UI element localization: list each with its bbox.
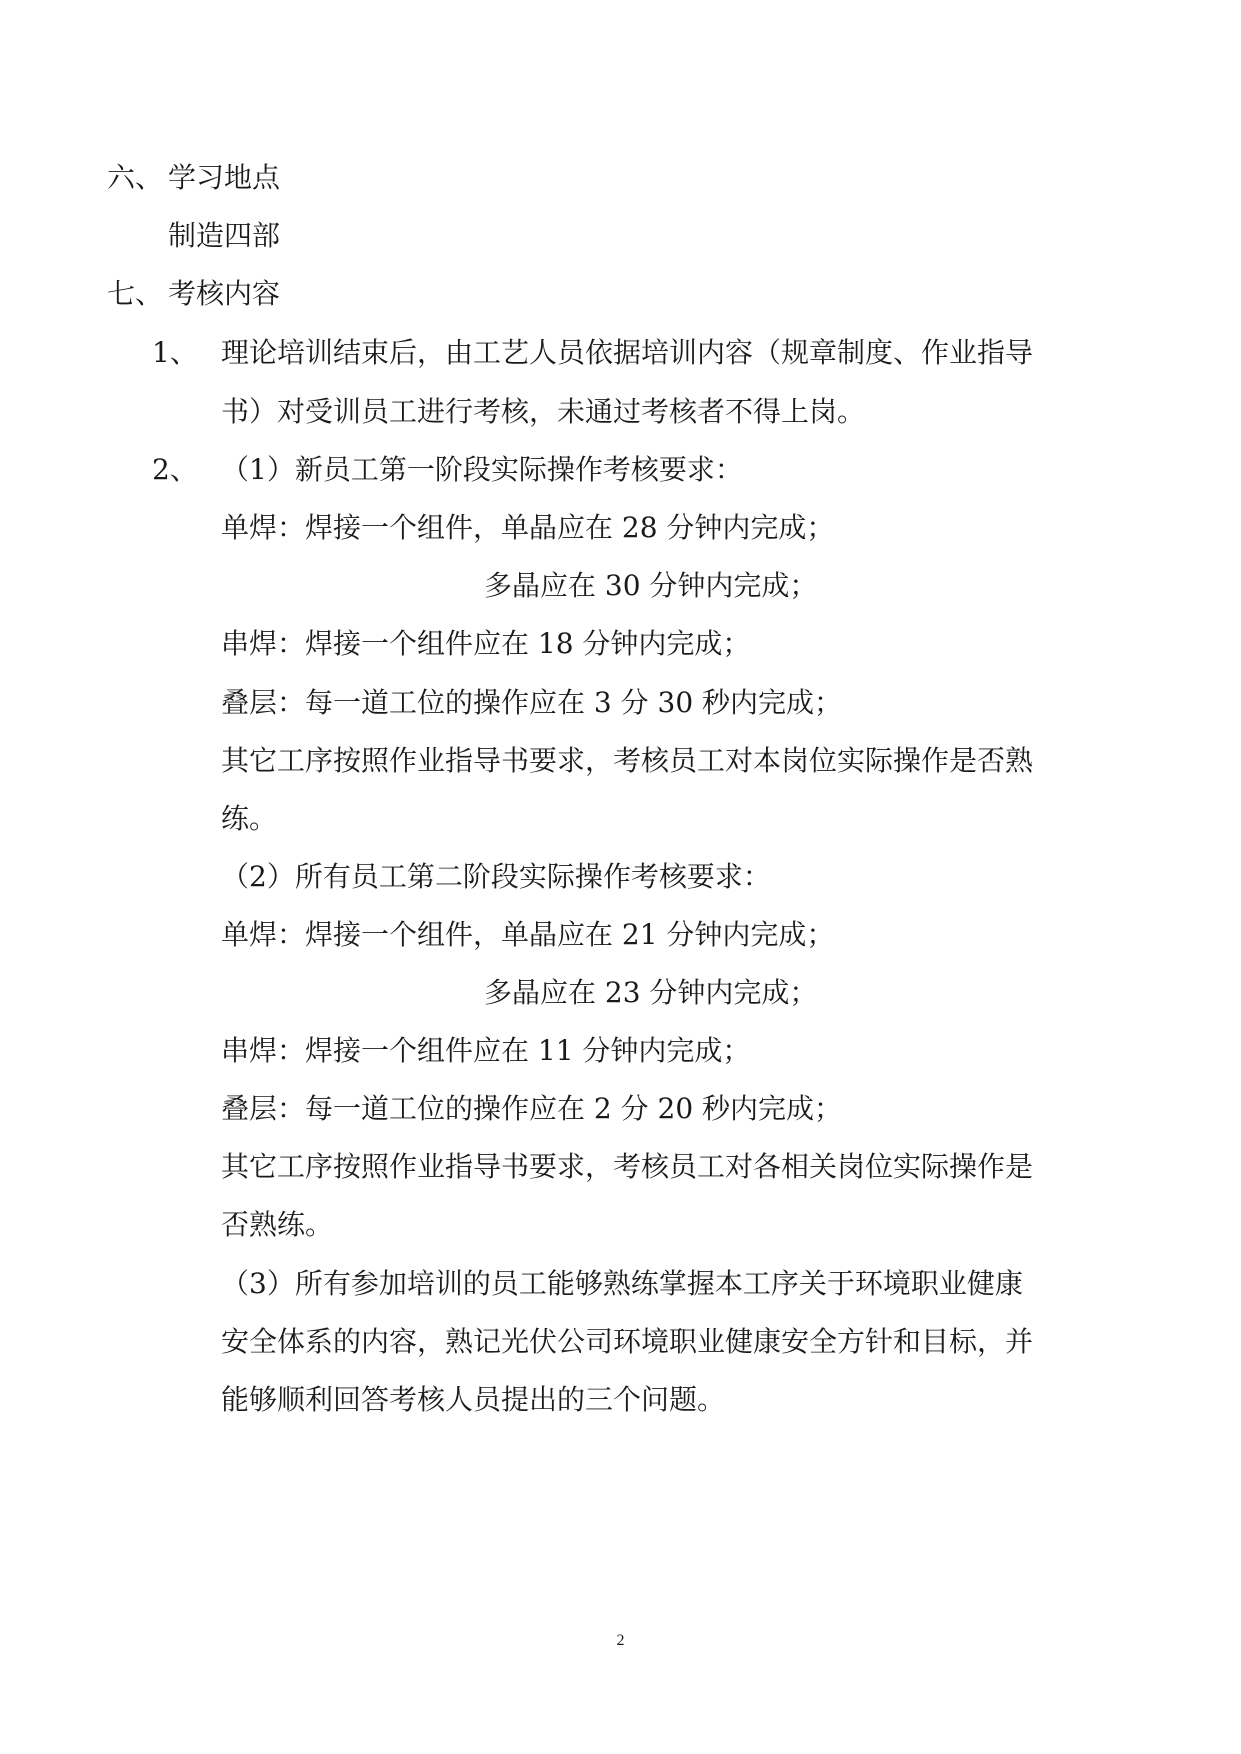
item-2-line-16: 安全体系的内容，熟记光伏公司环境职业健康安全方针和目标，并 [221, 1325, 1034, 1358]
section-6-title: 学习地点 [168, 161, 281, 194]
item-2-line-6: 其它工序按照作业指导书要求，考核员工对本岗位实际操作是否熟 [221, 744, 1034, 777]
item-2-line-15: （3）所有参加培训的员工能够熟练掌握本工序关于环境职业健康 [221, 1267, 1023, 1300]
item-2-line-2: 单焊：焊接一个组件，单晶应在 28 分钟内完成； [221, 511, 835, 544]
item-2-line-4: 串焊：焊接一个组件应在 18 分钟内完成； [221, 627, 751, 660]
item-1-line-1: 理论培训结束后，由工艺人员依据培训内容（规章制度、作业指导 [221, 336, 1034, 369]
item-1-line-2: 书）对受训员工进行考核，未通过考核者不得上岗。 [221, 395, 866, 428]
item-2-line-11: 串焊：焊接一个组件应在 11 分钟内完成； [221, 1034, 751, 1067]
section-6-body: 制造四部 [168, 219, 281, 252]
item-2-line-8: （2）所有员工第二阶段实际操作考核要求： [221, 860, 771, 893]
item-1-number: 1、 [152, 336, 198, 369]
item-2-line-3: 多晶应在 30 分钟内完成； [484, 569, 818, 602]
item-2-line-9: 单焊：焊接一个组件，单晶应在 21 分钟内完成； [221, 918, 835, 951]
item-2-number: 2、 [152, 453, 198, 486]
item-2-line-17: 能够顺利回答考核人员提出的三个问题。 [221, 1383, 726, 1416]
item-2-line-7: 练。 [221, 802, 278, 835]
section-7-title: 考核内容 [168, 277, 281, 310]
item-2-line-14: 否熟练。 [221, 1208, 334, 1241]
item-2-line-10: 多晶应在 23 分钟内完成； [484, 976, 818, 1009]
item-2-line-12: 叠层：每一道工位的操作应在 2 分 20 秒内完成； [221, 1092, 843, 1125]
item-2-line-13: 其它工序按照作业指导书要求，考核员工对各相关岗位实际操作是 [221, 1150, 1034, 1183]
item-2-line-1: （1）新员工第一阶段实际操作考核要求： [221, 453, 743, 486]
page-number: 2 [616, 1632, 625, 1649]
section-7-number: 七、 [107, 277, 164, 310]
item-2-line-5: 叠层：每一道工位的操作应在 3 分 30 秒内完成； [221, 686, 843, 719]
section-6-number: 六、 [107, 161, 164, 194]
